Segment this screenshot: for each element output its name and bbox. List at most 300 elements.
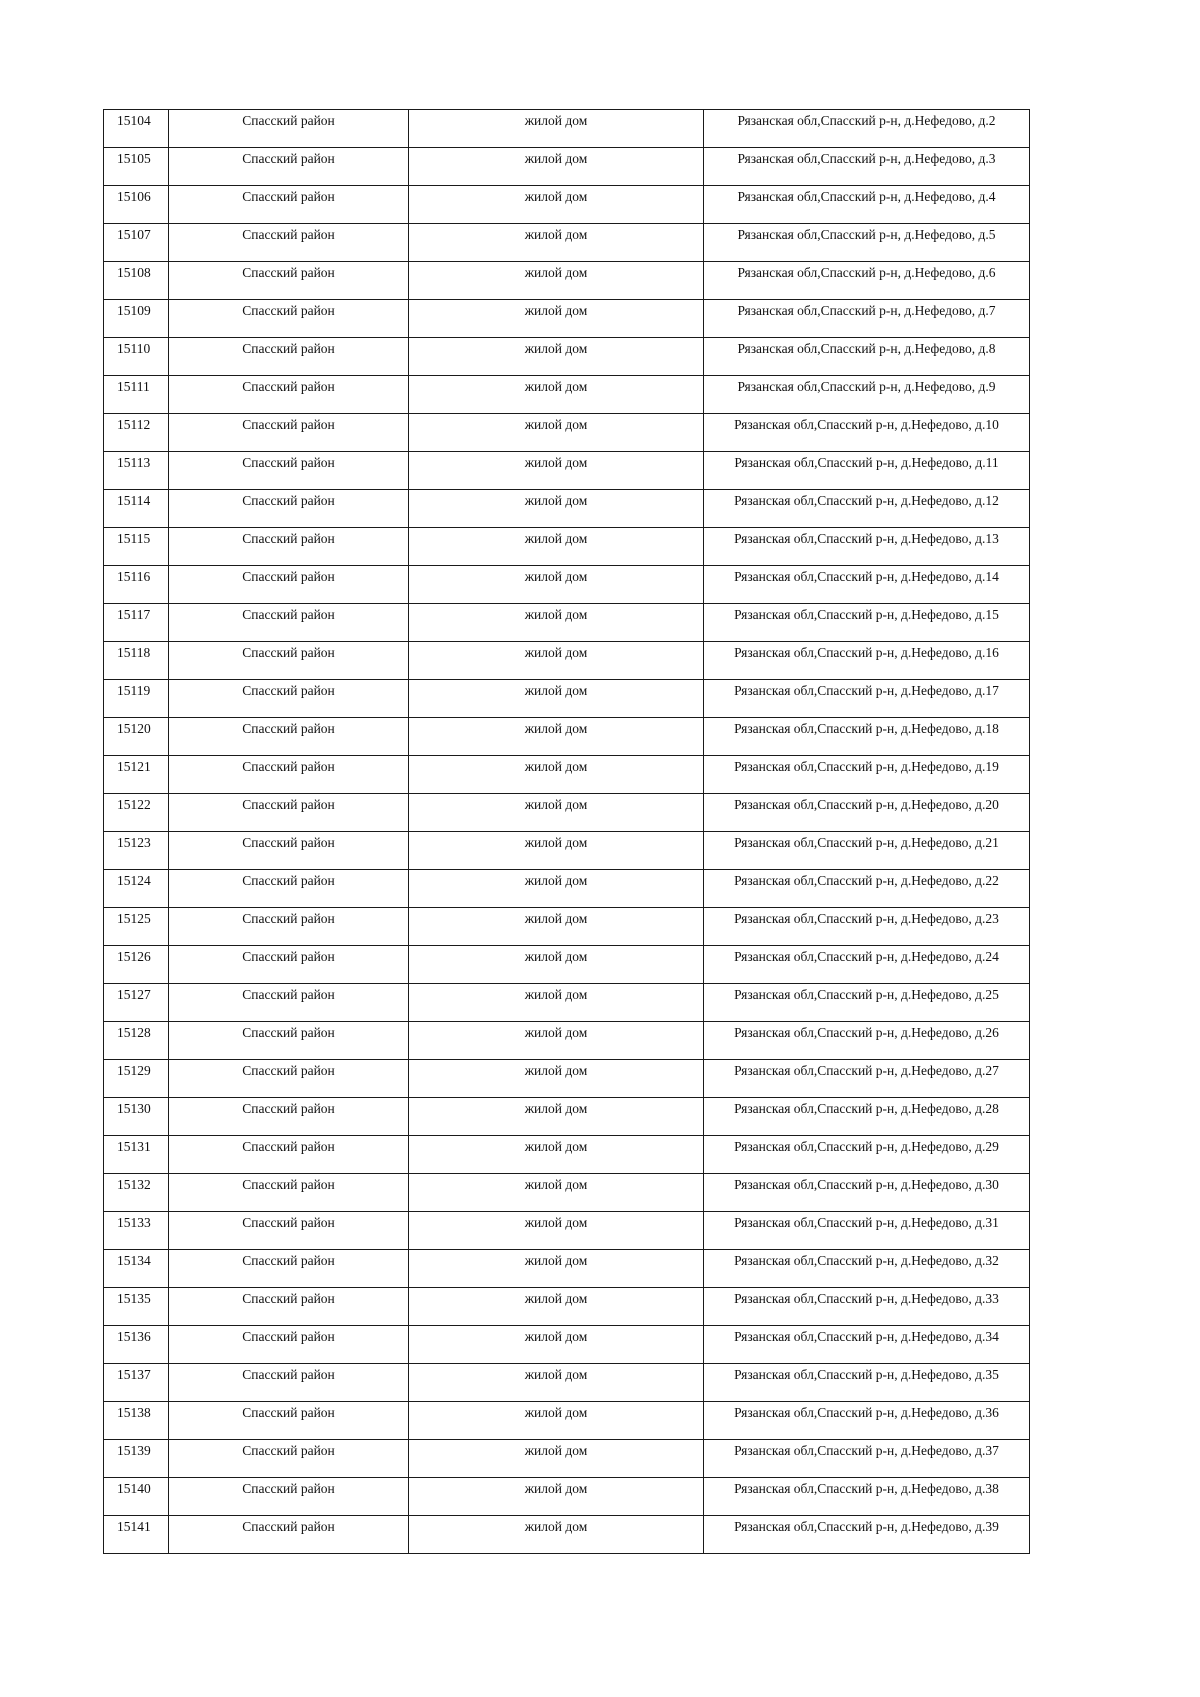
object-type-text: жилой дом xyxy=(524,455,588,470)
address-cell xyxy=(704,186,1030,224)
district-text: Спасский район xyxy=(242,835,335,850)
record-number-cell xyxy=(104,832,169,870)
object-type-cell xyxy=(409,1440,704,1478)
address-text: Рязанская обл,Спасский р-н, д.Нефедово, д.24 xyxy=(734,949,999,964)
object-type-text: жилой дом xyxy=(524,1481,588,1496)
record-number-text: 15131 xyxy=(117,1139,151,1154)
district-cell xyxy=(169,1136,409,1174)
record-number-cell xyxy=(104,1022,169,1060)
object-type-text: жилой дом xyxy=(524,835,588,850)
record-number-cell xyxy=(104,1174,169,1212)
address-text: Рязанская обл,Спасский р-н, д.Нефедово, д.15 xyxy=(734,607,999,622)
object-type-text: жилой дом xyxy=(524,417,588,432)
record-number-text: 15119 xyxy=(117,683,151,698)
table-row xyxy=(104,566,1030,604)
district-text: Спасский район xyxy=(242,1405,335,1420)
record-number-cell xyxy=(104,186,169,224)
address-text: Рязанская обл,Спасский р-н, д.Нефедово, д.17 xyxy=(734,683,999,698)
record-number-text: 15137 xyxy=(117,1367,151,1382)
address-text: Рязанская обл,Спасский р-н, д.Нефедово, д.4 xyxy=(737,189,996,204)
district-cell xyxy=(169,794,409,832)
district-cell xyxy=(169,1060,409,1098)
address-text: Рязанская обл,Спасский р-н, д.Нефедово, д.29 xyxy=(734,1139,999,1154)
object-type-cell xyxy=(409,1212,704,1250)
address-text: Рязанская обл,Спасский р-н, д.Нефедово, д.13 xyxy=(734,531,999,546)
address-text: Рязанская обл,Спасский р-н, д.Нефедово, д.31 xyxy=(734,1215,999,1230)
object-type-cell xyxy=(409,186,704,224)
record-number-cell xyxy=(104,870,169,908)
district-text: Спасский район xyxy=(242,303,335,318)
record-number-cell xyxy=(104,148,169,186)
object-type-cell xyxy=(409,604,704,642)
district-cell xyxy=(169,376,409,414)
address-cell xyxy=(704,718,1030,756)
object-type-cell xyxy=(409,1250,704,1288)
district-cell xyxy=(169,680,409,718)
district-cell xyxy=(169,528,409,566)
record-number-cell xyxy=(104,604,169,642)
district-text: Спасский район xyxy=(242,911,335,926)
address-text: Рязанская обл,Спасский р-н, д.Нефедово, д.19 xyxy=(734,759,999,774)
record-number-cell xyxy=(104,908,169,946)
table-row xyxy=(104,1136,1030,1174)
address-text: Рязанская обл,Спасский р-н, д.Нефедово, д.11 xyxy=(734,455,999,470)
district-text: Спасский район xyxy=(242,1101,335,1116)
address-text: Рязанская обл,Спасский р-н, д.Нефедово, д.28 xyxy=(734,1101,999,1116)
table-row xyxy=(104,1402,1030,1440)
address-cell xyxy=(704,832,1030,870)
object-type-cell xyxy=(409,1478,704,1516)
record-number-text: 15133 xyxy=(117,1215,151,1230)
address-text: Рязанская обл,Спасский р-н, д.Нефедово, д.37 xyxy=(734,1443,999,1458)
object-type-text: жилой дом xyxy=(524,607,588,622)
address-cell xyxy=(704,148,1030,186)
table-row xyxy=(104,1174,1030,1212)
district-cell xyxy=(169,338,409,376)
record-number-text: 15132 xyxy=(117,1177,151,1192)
record-number-text: 15140 xyxy=(117,1481,151,1496)
object-type-cell xyxy=(409,1364,704,1402)
object-type-cell xyxy=(409,946,704,984)
object-type-cell xyxy=(409,1136,704,1174)
record-number-text: 15135 xyxy=(117,1291,151,1306)
district-cell xyxy=(169,718,409,756)
address-cell xyxy=(704,680,1030,718)
record-number-cell xyxy=(104,224,169,262)
object-type-text: жилой дом xyxy=(524,379,588,394)
record-number-cell xyxy=(104,376,169,414)
address-text: Рязанская обл,Спасский р-н, д.Нефедово, д.22 xyxy=(734,873,999,888)
record-number-text: 15109 xyxy=(117,303,151,318)
object-type-text: жилой дом xyxy=(524,265,588,280)
district-cell xyxy=(169,1288,409,1326)
table-row xyxy=(104,984,1030,1022)
district-text: Спасский район xyxy=(242,1291,335,1306)
address-text: Рязанская обл,Спасский р-н, д.Нефедово, д.23 xyxy=(734,911,999,926)
address-cell xyxy=(704,1174,1030,1212)
address-text: Рязанская обл,Спасский р-н, д.Нефедово, д.32 xyxy=(734,1253,999,1268)
record-number-cell xyxy=(104,718,169,756)
object-type-text: жилой дом xyxy=(524,1253,588,1268)
address-cell xyxy=(704,1098,1030,1136)
record-number-text: 15121 xyxy=(117,759,151,774)
object-type-text: жилой дом xyxy=(524,227,588,242)
record-number-cell xyxy=(104,756,169,794)
address-text: Рязанская обл,Спасский р-н, д.Нефедово, д.7 xyxy=(737,303,996,318)
record-number-text: 15134 xyxy=(117,1253,151,1268)
address-cell xyxy=(704,1288,1030,1326)
district-cell xyxy=(169,148,409,186)
district-text: Спасский район xyxy=(242,265,335,280)
record-number-text: 15120 xyxy=(117,721,151,736)
address-text: Рязанская обл,Спасский р-н, д.Нефедово, д.39 xyxy=(734,1519,999,1534)
district-text: Спасский район xyxy=(242,531,335,546)
table-row xyxy=(104,262,1030,300)
address-text: Рязанская обл,Спасский р-н, д.Нефедово, д.3 xyxy=(737,151,996,166)
record-number-text: 15117 xyxy=(117,607,151,622)
address-text: Рязанская обл,Спасский р-н, д.Нефедово, д.6 xyxy=(737,265,996,280)
district-text: Спасский район xyxy=(242,189,335,204)
object-type-text: жилой дом xyxy=(524,683,588,698)
address-cell xyxy=(704,300,1030,338)
object-type-text: жилой дом xyxy=(524,151,588,166)
object-type-text: жилой дом xyxy=(524,569,588,584)
table-row xyxy=(104,604,1030,642)
record-number-text: 15128 xyxy=(117,1025,151,1040)
table-row xyxy=(104,1478,1030,1516)
object-type-cell xyxy=(409,756,704,794)
table-row xyxy=(104,908,1030,946)
table-row xyxy=(104,680,1030,718)
record-number-text: 15136 xyxy=(117,1329,151,1344)
record-number-text: 15139 xyxy=(117,1443,151,1458)
object-type-cell xyxy=(409,566,704,604)
address-cell xyxy=(704,1250,1030,1288)
address-cell xyxy=(704,490,1030,528)
record-number-text: 15105 xyxy=(117,151,151,166)
district-cell xyxy=(169,1326,409,1364)
object-type-text: жилой дом xyxy=(524,759,588,774)
address-cell xyxy=(704,1478,1030,1516)
district-text: Спасский район xyxy=(242,1253,335,1268)
district-cell xyxy=(169,1478,409,1516)
record-number-text: 15110 xyxy=(117,341,151,356)
object-type-cell xyxy=(409,832,704,870)
address-cell xyxy=(704,794,1030,832)
record-number-text: 15112 xyxy=(117,417,151,432)
record-number-cell xyxy=(104,1288,169,1326)
object-type-text: жилой дом xyxy=(524,1063,588,1078)
object-type-cell xyxy=(409,490,704,528)
address-cell xyxy=(704,984,1030,1022)
object-type-text: жилой дом xyxy=(524,1139,588,1154)
table-row xyxy=(104,1212,1030,1250)
district-cell xyxy=(169,1212,409,1250)
record-number-cell xyxy=(104,414,169,452)
address-text: Рязанская обл,Спасский р-н, д.Нефедово, д.10 xyxy=(734,417,999,432)
object-type-cell xyxy=(409,1174,704,1212)
address-text: Рязанская обл,Спасский р-н, д.Нефедово, д.38 xyxy=(734,1481,999,1496)
district-text: Спасский район xyxy=(242,949,335,964)
district-cell xyxy=(169,414,409,452)
record-number-cell xyxy=(104,680,169,718)
record-number-cell xyxy=(104,110,169,148)
district-cell xyxy=(169,1098,409,1136)
address-text: Рязанская обл,Спасский р-н, д.Нефедово, д.35 xyxy=(734,1367,999,1382)
address-cell xyxy=(704,414,1030,452)
object-type-text: жилой дом xyxy=(524,797,588,812)
object-type-text: жилой дом xyxy=(524,1443,588,1458)
address-text: Рязанская обл,Спасский р-н, д.Нефедово, д.34 xyxy=(734,1329,999,1344)
object-type-text: жилой дом xyxy=(524,1025,588,1040)
district-text: Спасский район xyxy=(242,455,335,470)
district-cell xyxy=(169,1174,409,1212)
district-cell xyxy=(169,604,409,642)
record-number-cell xyxy=(104,1326,169,1364)
district-cell xyxy=(169,186,409,224)
object-type-text: жилой дом xyxy=(524,645,588,660)
table-row xyxy=(104,1440,1030,1478)
object-type-cell xyxy=(409,1060,704,1098)
object-type-cell xyxy=(409,1098,704,1136)
record-number-cell xyxy=(104,946,169,984)
object-type-text: жилой дом xyxy=(524,1329,588,1344)
record-number-cell xyxy=(104,1136,169,1174)
object-type-cell xyxy=(409,642,704,680)
record-number-text: 15115 xyxy=(117,531,151,546)
address-text: Рязанская обл,Спасский р-н, д.Нефедово, д.33 xyxy=(734,1291,999,1306)
table-row xyxy=(104,794,1030,832)
record-number-text: 15111 xyxy=(117,379,150,394)
address-cell xyxy=(704,1440,1030,1478)
address-cell xyxy=(704,756,1030,794)
address-cell xyxy=(704,566,1030,604)
record-number-cell xyxy=(104,1478,169,1516)
object-type-text: жилой дом xyxy=(524,113,588,128)
record-number-cell xyxy=(104,490,169,528)
table-row xyxy=(104,832,1030,870)
district-text: Спасский район xyxy=(242,1025,335,1040)
district-cell xyxy=(169,984,409,1022)
object-type-cell xyxy=(409,1516,704,1554)
record-number-text: 15127 xyxy=(117,987,151,1002)
address-text: Рязанская обл,Спасский р-н, д.Нефедово, д.36 xyxy=(734,1405,999,1420)
object-type-cell xyxy=(409,452,704,490)
address-text: Рязанская обл,Спасский р-н, д.Нефедово, д.5 xyxy=(737,227,996,242)
district-cell xyxy=(169,452,409,490)
object-type-cell xyxy=(409,110,704,148)
address-cell xyxy=(704,338,1030,376)
address-cell xyxy=(704,1364,1030,1402)
object-type-text: жилой дом xyxy=(524,1101,588,1116)
district-text: Спасский район xyxy=(242,1215,335,1230)
district-text: Спасский район xyxy=(242,1443,335,1458)
address-cell xyxy=(704,1212,1030,1250)
district-cell xyxy=(169,1250,409,1288)
address-cell xyxy=(704,908,1030,946)
object-type-text: жилой дом xyxy=(524,987,588,1002)
address-text: Рязанская обл,Спасский р-н, д.Нефедово, д.12 xyxy=(734,493,999,508)
table-row xyxy=(104,186,1030,224)
record-number-text: 15118 xyxy=(117,645,151,660)
record-number-cell xyxy=(104,1440,169,1478)
district-text: Спасский район xyxy=(242,1329,335,1344)
address-text: Рязанская обл,Спасский р-н, д.Нефедово, д.8 xyxy=(737,341,996,356)
table-row xyxy=(104,1516,1030,1554)
address-text: Рязанская обл,Спасский р-н, д.Нефедово, д.18 xyxy=(734,721,999,736)
address-cell xyxy=(704,1136,1030,1174)
district-text: Спасский район xyxy=(242,683,335,698)
record-number-cell xyxy=(104,566,169,604)
object-type-cell xyxy=(409,1326,704,1364)
record-number-cell xyxy=(104,528,169,566)
object-type-cell xyxy=(409,224,704,262)
district-text: Спасский район xyxy=(242,797,335,812)
table-row xyxy=(104,110,1030,148)
record-number-text: 15125 xyxy=(117,911,151,926)
address-text: Рязанская обл,Спасский р-н, д.Нефедово, д.27 xyxy=(734,1063,999,1078)
object-type-cell xyxy=(409,376,704,414)
object-type-cell xyxy=(409,718,704,756)
district-text: Спасский район xyxy=(242,341,335,356)
registry-table-body xyxy=(104,110,1030,1554)
address-cell xyxy=(704,262,1030,300)
district-text: Спасский район xyxy=(242,1177,335,1192)
object-type-text: жилой дом xyxy=(524,1405,588,1420)
address-cell xyxy=(704,376,1030,414)
address-cell xyxy=(704,224,1030,262)
object-type-text: жилой дом xyxy=(524,531,588,546)
record-number-text: 15130 xyxy=(117,1101,151,1116)
address-text: Рязанская обл,Спасский р-н, д.Нефедово, д.2 xyxy=(737,113,996,128)
address-text: Рязанская обл,Спасский р-н, д.Нефедово, д.30 xyxy=(734,1177,999,1192)
record-number-text: 15107 xyxy=(117,227,151,242)
record-number-text: 15124 xyxy=(117,873,151,888)
address-cell xyxy=(704,1516,1030,1554)
address-cell xyxy=(704,1326,1030,1364)
district-cell xyxy=(169,642,409,680)
district-text: Спасский район xyxy=(242,493,335,508)
record-number-text: 15114 xyxy=(117,493,151,508)
address-cell xyxy=(704,604,1030,642)
district-text: Спасский район xyxy=(242,645,335,660)
address-text: Рязанская обл,Спасский р-н, д.Нефедово, д.9 xyxy=(737,379,996,394)
object-type-cell xyxy=(409,870,704,908)
record-number-cell xyxy=(104,452,169,490)
object-type-text: жилой дом xyxy=(524,1177,588,1192)
address-cell xyxy=(704,946,1030,984)
district-cell xyxy=(169,262,409,300)
object-type-text: жилой дом xyxy=(524,1291,588,1306)
object-type-cell xyxy=(409,908,704,946)
table-row xyxy=(104,870,1030,908)
record-number-text: 15123 xyxy=(117,835,151,850)
object-type-cell xyxy=(409,262,704,300)
district-text: Спасский район xyxy=(242,569,335,584)
table-row xyxy=(104,1250,1030,1288)
district-cell xyxy=(169,908,409,946)
object-type-cell xyxy=(409,338,704,376)
address-cell xyxy=(704,528,1030,566)
record-number-text: 15122 xyxy=(117,797,151,812)
object-type-text: жилой дом xyxy=(524,189,588,204)
table-row xyxy=(104,946,1030,984)
table-row xyxy=(104,300,1030,338)
object-type-cell xyxy=(409,984,704,1022)
district-text: Спасский район xyxy=(242,379,335,394)
district-cell xyxy=(169,1364,409,1402)
object-type-cell xyxy=(409,414,704,452)
record-number-text: 15113 xyxy=(117,455,151,470)
district-text: Спасский район xyxy=(242,417,335,432)
record-number-cell xyxy=(104,1402,169,1440)
address-cell xyxy=(704,1022,1030,1060)
district-cell xyxy=(169,566,409,604)
district-cell xyxy=(169,1440,409,1478)
object-type-text: жилой дом xyxy=(524,911,588,926)
record-number-cell xyxy=(104,1516,169,1554)
record-number-cell xyxy=(104,794,169,832)
table-row xyxy=(104,1022,1030,1060)
table-row xyxy=(104,338,1030,376)
object-type-text: жилой дом xyxy=(524,949,588,964)
record-number-text: 15129 xyxy=(117,1063,151,1078)
object-type-cell xyxy=(409,1288,704,1326)
table-row xyxy=(104,224,1030,262)
address-text: Рязанская обл,Спасский р-н, д.Нефедово, д.16 xyxy=(734,645,999,660)
table-row xyxy=(104,528,1030,566)
district-cell xyxy=(169,224,409,262)
object-type-cell xyxy=(409,1022,704,1060)
address-text: Рязанская обл,Спасский р-н, д.Нефедово, д.26 xyxy=(734,1025,999,1040)
record-number-text: 15138 xyxy=(117,1405,151,1420)
address-cell xyxy=(704,1402,1030,1440)
record-number-cell xyxy=(104,338,169,376)
record-number-text: 15141 xyxy=(117,1519,151,1534)
table-row xyxy=(104,376,1030,414)
table-row xyxy=(104,718,1030,756)
address-cell xyxy=(704,1060,1030,1098)
record-number-cell xyxy=(104,984,169,1022)
object-type-cell xyxy=(409,1402,704,1440)
district-cell xyxy=(169,756,409,794)
district-cell xyxy=(169,110,409,148)
table-row xyxy=(104,1098,1030,1136)
registry-table xyxy=(103,109,1030,1554)
record-number-text: 15126 xyxy=(117,949,151,964)
district-cell xyxy=(169,870,409,908)
object-type-cell xyxy=(409,680,704,718)
record-number-cell xyxy=(104,1098,169,1136)
object-type-text: жилой дом xyxy=(524,721,588,736)
address-cell xyxy=(704,452,1030,490)
table-row xyxy=(104,148,1030,186)
object-type-cell xyxy=(409,148,704,186)
district-text: Спасский район xyxy=(242,151,335,166)
district-text: Спасский район xyxy=(242,1139,335,1154)
table-row xyxy=(104,756,1030,794)
table-row xyxy=(104,1288,1030,1326)
record-number-cell xyxy=(104,1212,169,1250)
district-cell xyxy=(169,832,409,870)
district-cell xyxy=(169,490,409,528)
district-text: Спасский район xyxy=(242,1367,335,1382)
district-text: Спасский район xyxy=(242,721,335,736)
district-cell xyxy=(169,1516,409,1554)
district-text: Спасский район xyxy=(242,113,335,128)
address-cell xyxy=(704,870,1030,908)
district-text: Спасский район xyxy=(242,1481,335,1496)
